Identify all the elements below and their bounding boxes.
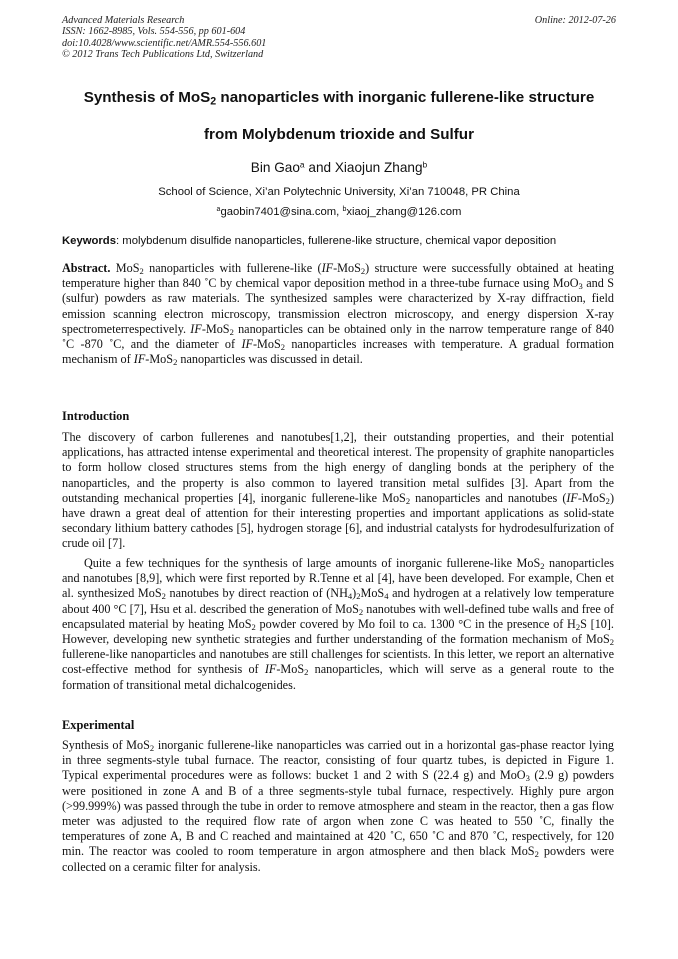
- experimental-heading: Experimental: [62, 718, 135, 732]
- paper-title-line-2: from Molybdenum trioxide and Sulfur: [203, 126, 474, 143]
- introduction-paragraph-1: The discovery of carbon fullerenes and nanotubes[1,2], their outstanding properties, and their potential applications, has attracted intense experimental and theoretical interest. The propensity of graphite nanoparticles to form hollow closed structures stems from the high energy of dangling bonds at the periphery of the nanoparticles, and the property is also common to layered transition metal sulfides [3]. Apart from the outstanding mechanical properties [4], inorganic fullerene-like MoS$_2$ nanoparticles and nanotubes (IF-MoS$_2$) have drawn a great deal of attention for their interesting properties and important applications as solid-state secondary lithium battery cathodes [5], hydrogen storage [6], and industrial catalysts for hydrodesulfurization of crude oil [7].: [62, 430, 614, 551]
- experimental-paragraph-1: Synthesis of MoS$_2$ inorganic fullerene-like nanoparticles was carried out in a horizontal gas-phase reactor lying in three segments-style tubal furnace. The reactor, consisting of four quartz tubes, is depicted in Figure 1. Typical experimental procedures were as follows: bucket 1 and 2 with S (22.4 g) and MoO$_3$ (2.9 g) powders were positioned in zone A and B of a three segments-style tubal furnace, respectively. Highly pure argon (>99.999%) was passed through the tube in order to remove atmosphere and steam in the reactor, then a gas flow meter was adjusted to the required flow rate of argon when zone C was heated to 550 ˚C, finally the temperatures of zone A, B and C reached and maintained at 420 ˚C, 650 ˚C and 870 ˚C, respectively, for 120 min. The reactor was cooled to room temperature in argon atmosphere and then black MoS$_2$ powders were collected on a ceramic filter for analysis.: [62, 738, 615, 874]
- keywords: Keywords: molybdenum disulfide nanoparticles, fullerene-like structure, chemical vapor deposition: [62, 235, 557, 247]
- doi-line: doi:10.4028/www.scientific.net/AMR.554-556.601: [62, 37, 267, 49]
- online-date: Online: 2012-07-26: [534, 15, 616, 26]
- paper-title-line-1: Synthesis of MoS$_2$ nanoparticles with inorganic fullerene-like structure: [83, 89, 595, 108]
- copyright-line: © 2012 Trans Tech Publications Ltd, Switzerland: [62, 49, 264, 61]
- journal-name: Advanced Materials Research: [62, 15, 185, 26]
- issn-line: ISSN: 1662-8985, Vols. 554-556, pp 601-604: [62, 26, 246, 38]
- abstract: Abstract. MoS$_2$ nanoparticles with fullerene-like (IF-MoS$_2$) structure were successfully obtained at heating temperature higher than 840 ˚C by chemical vapor deposition method in a three-tube furnace using MoO$_3$ and S (sulfur) powders as raw materials. The synthesized samples were characterized by X-ray diffraction, field emission scanning electron microscopy, transmission electron microscopy, and energy dispersion X-ray spectrometerrespectively. IF-MoS$_2$ nanoparticles can be obtained only in the narrow temperature range of 840 ˚C -870 ˚C, and the diameter of IF-MoS$_2$ nanoparticles increases with temperature. A gradual formation mechanism of IF-MoS$_2$ nanoparticles was discussed in detail.: [62, 261, 615, 368]
- introduction-paragraph-2: Quite a few techniques for the synthesis of large amounts of inorganic fullerene-like MoS$_2$ nanoparticles and nanotubes [8,9], which were first reported by R.Tenne et al [4], have been developed. For example, Chen et al. synthesized MoS$_2$ nanotubes by direct reaction of $(NH_4)_2MoS_4$ and hydrogen at a relatively low temperature about 400 °C [7], Hsu et al. described the generation of MoS$_2$ nanotubes with well-defined tube walls and free of encapsulated material by heating MoS$_2$ powder covered by Mo foil to ca. 1300 °C in the presence of $H_2S$ [10]. However, developing new synthetic strategies and further understanding of the formation mechanism of MoS$_2$ fullerene-like nanoparticles and nanotubes are still challenges for scientists. In this letter, we report an alternative cost-effective method for synthesis of IF-MoS$_2$ nanoparticles, which will serve as a general route to the formation of transitional metal dichalcogenides.: [62, 556, 615, 692]
- keywords-label: Keywords: [62, 235, 116, 247]
- affiliation: School of Science, Xi’an Polytechnic University, Xi’an 710048, PR China: [158, 186, 520, 198]
- author-emails: $^a$gaobin7401@sina.com, $^b$xiaoj_zhang@126.com: [216, 206, 462, 218]
- abstract-label: Abstract.: [62, 261, 111, 275]
- introduction-heading: Introduction: [62, 409, 130, 423]
- author-list: Bin Gao$^a$ and Xiaojun Zhang$^b$: [250, 159, 428, 175]
- journal-header: [62, 15, 266, 61]
